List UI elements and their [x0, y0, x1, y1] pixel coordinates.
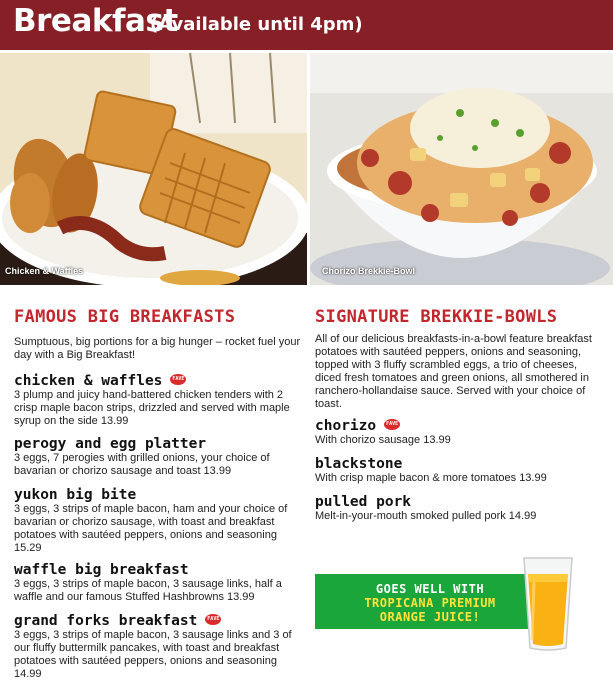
item-name: perogy and egg platter — [14, 436, 207, 452]
menu-item-perogy-egg-platter — [14, 436, 306, 478]
page-title: Breakfast — [13, 3, 178, 39]
big-breakfasts-heading: FAMOUS BIG BREAKFASTS — [14, 307, 236, 327]
menu-item-waffle-big-breakfast — [14, 562, 306, 604]
item-name: waffle big breakfast — [14, 562, 189, 578]
chicken-waffles-photo — [0, 53, 307, 285]
item-description: 3 plump and juicy hand-battered chicken tenders with 2 crisp maple bacon strips, drizzled and served with maple syrup on the side 13.99 — [14, 389, 290, 427]
menu-item-chorizo — [315, 418, 600, 447]
orange-juice-glass-icon — [520, 556, 576, 652]
page-header — [0, 0, 613, 50]
item-name: grand forks breakfast — [14, 613, 198, 629]
menu-item-grand-forks-breakfast — [14, 613, 306, 681]
big-breakfasts-intro: Sumptuous, big portions for a big hunger – rocket fuel your day with a Big Breakfast! — [14, 336, 301, 361]
brekkie-bowls-heading: SIGNATURE BREKKIE-BOWLS — [315, 307, 558, 327]
menu-item-chicken-waffles — [14, 373, 306, 428]
right-photo-caption: Chorizo Brekkie-Bowl — [322, 266, 416, 276]
item-description: With crisp maple bacon & more tomatoes 13.99 — [315, 472, 547, 484]
orange-juice-promo-banner — [315, 574, 545, 629]
promo-line-3: ORANGE JUICE! — [379, 610, 481, 624]
left-photo-caption: Chicken & Waffles — [5, 266, 84, 276]
fave-badge-icon: FAVE — [384, 419, 400, 430]
item-description: 3 eggs, 3 strips of maple bacon, 3 sausage links and 3 of our fluffy buttermilk pancakes, with toast and breakfast potatoes with sautéed peppers, onions and seasoning 14.99 — [14, 629, 292, 680]
item-description: Melt-in-your-mouth smoked pulled pork 14.99 — [315, 510, 537, 522]
brekkie-bowl-illustration — [310, 53, 613, 285]
item-name: pulled pork — [315, 494, 412, 510]
item-name: chorizo — [315, 418, 377, 434]
item-name: chicken & waffles — [14, 373, 163, 389]
promo-line-2: TROPICANA PREMIUM — [364, 596, 496, 610]
item-description: 3 eggs, 3 strips of maple bacon, ham and your choice of bavarian or chorizo sausage, with toast and breakfast potatoes with sautéed peppers, onions and seasoning 15.29 — [14, 503, 288, 554]
brekkie-bowl-photo — [310, 53, 613, 285]
item-description: 3 eggs, 7 perogies with grilled onions, your choice of bavarian or chorizo sausage and toast 13.99 — [14, 452, 270, 477]
menu-item-blackstone — [315, 456, 600, 485]
menu-item-pulled-pork — [315, 494, 600, 523]
page-subtitle: (Available until 4pm) — [150, 14, 363, 35]
item-description: With chorizo sausage 13.99 — [315, 434, 451, 446]
fave-badge-icon: FAVE — [205, 614, 221, 625]
item-description: 3 eggs, 3 strips of maple bacon, 3 sausage links, half a waffle and our famous Stuffed Hashbrowns 13.99 — [14, 578, 282, 603]
fave-badge-icon: FAVE — [170, 374, 186, 385]
item-name: yukon big bite — [14, 487, 137, 503]
item-name: blackstone — [315, 456, 403, 472]
promo-line-1: GOES WELL WITH — [375, 582, 485, 596]
chicken-waffles-illustration — [0, 53, 307, 285]
brekkie-bowls-intro: All of our delicious breakfasts-in-a-bowl feature breakfast potatoes with sautéed peppers, onions and seasoning, topped with 3 fluffy scrambled eggs, a trio of cheeses, diced fresh tomatoes and green onions, all smothered in ranchero-hollandaise sauce. Served with your choice of toast. — [315, 333, 592, 410]
menu-item-yukon-big-bite — [14, 487, 306, 555]
